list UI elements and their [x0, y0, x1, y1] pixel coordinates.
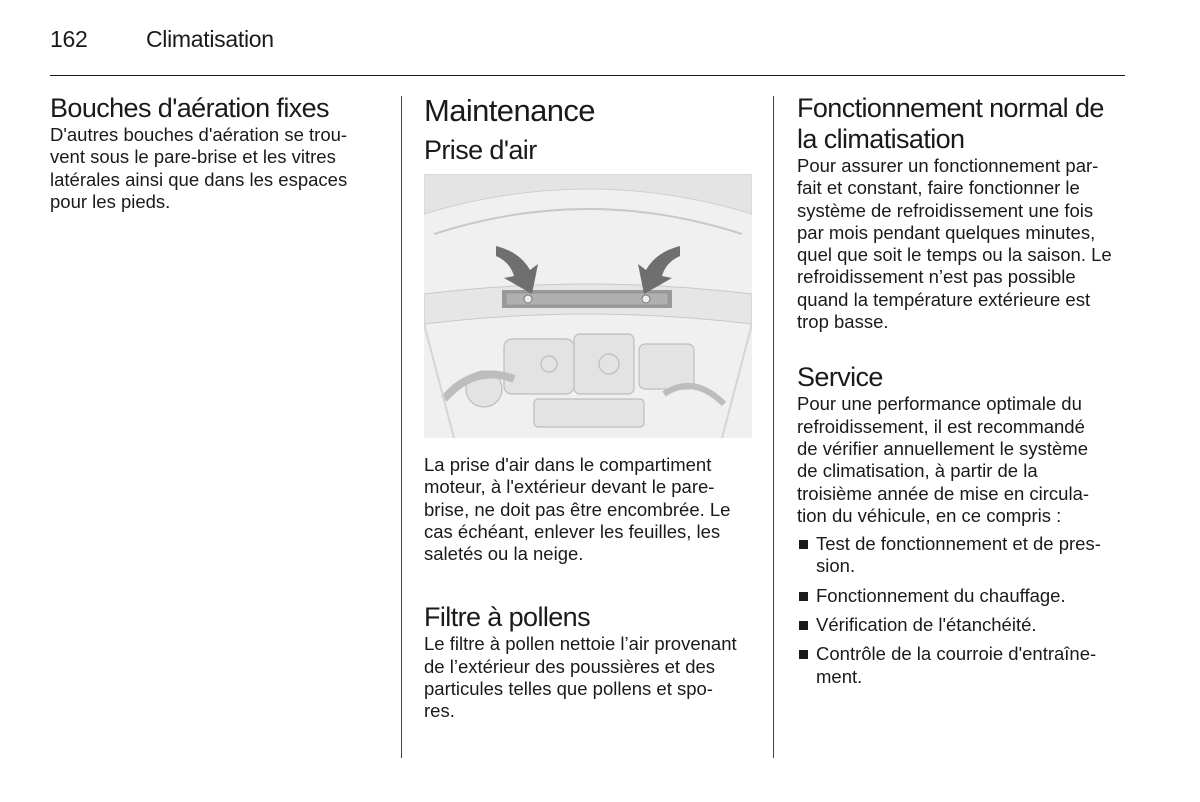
subheading-prise-air: Prise d'air [424, 135, 537, 165]
column-left [50, 93, 380, 213]
paragraph-bouches: D'autres bouches d'aération se trou- vent sous le pare-brise et les vitres latérales ainsi que dans les espaces pour les pieds. [50, 124, 348, 212]
list-item: Vérification de l'étanchéité. [797, 614, 1127, 636]
page-number: 162 [50, 26, 88, 52]
section-heading-maintenance: Maintenance [424, 93, 595, 128]
bullet-square-icon [799, 621, 808, 630]
bullet-square-icon [799, 650, 808, 659]
subheading-service: Service [797, 362, 883, 393]
column-middle [424, 93, 754, 723]
bullet-square-icon [799, 592, 808, 601]
paragraph-filtre-pollens: Le filtre à pollen nettoie l’air provenant de l’extérieur des poussières et des particules telles que pollens et spo- res. [424, 633, 737, 722]
page-header [50, 26, 274, 53]
service-checklist [797, 533, 1127, 688]
chapter-title: Climatisation [146, 26, 274, 52]
engine-compartment-illustration [424, 174, 752, 438]
header-rule [50, 75, 1125, 76]
list-item: Fonctionnement du chauffage. [797, 585, 1127, 607]
column-right [797, 93, 1127, 695]
paragraph-fonctionnement: Pour assurer un fonctionnement par- fait et constant, faire fonctionner le système de refroidissement une fois par mois pendant quelques minutes, quel que soit le temps ou la saison. Le refroidissement n’est pas possible quand la température extérieure est trop basse. [797, 155, 1112, 333]
paragraph-prise-air: La prise d'air dans le compartiment moteur, à l'extérieur devant le pare- brise, ne doit pas être encombrée. Le cas échéant, enlever les feuilles, les saletés ou la neige. [424, 454, 731, 565]
list-item: Contrôle de la courroie d'entraîne- ment. [797, 643, 1127, 688]
paragraph-service: Pour une performance optimale du refroidissement, il est recommandé de vérifier annuellement le système de climatisation, à partir de la troisième année de mise en circula- tion du véhicule, en ce compris : [797, 393, 1090, 526]
bullet-square-icon [799, 540, 808, 549]
subheading-filtre-pollens: Filtre à pollens [424, 602, 590, 633]
section-heading-fonctionnement: Fonctionnement normal de la climatisation [797, 93, 1104, 154]
column-divider-1 [401, 96, 402, 758]
column-divider-2 [773, 96, 774, 758]
list-item: Test de fonctionnement et de pres- sion. [797, 533, 1127, 578]
section-heading-bouches: Bouches d'aération fixes [50, 93, 329, 123]
